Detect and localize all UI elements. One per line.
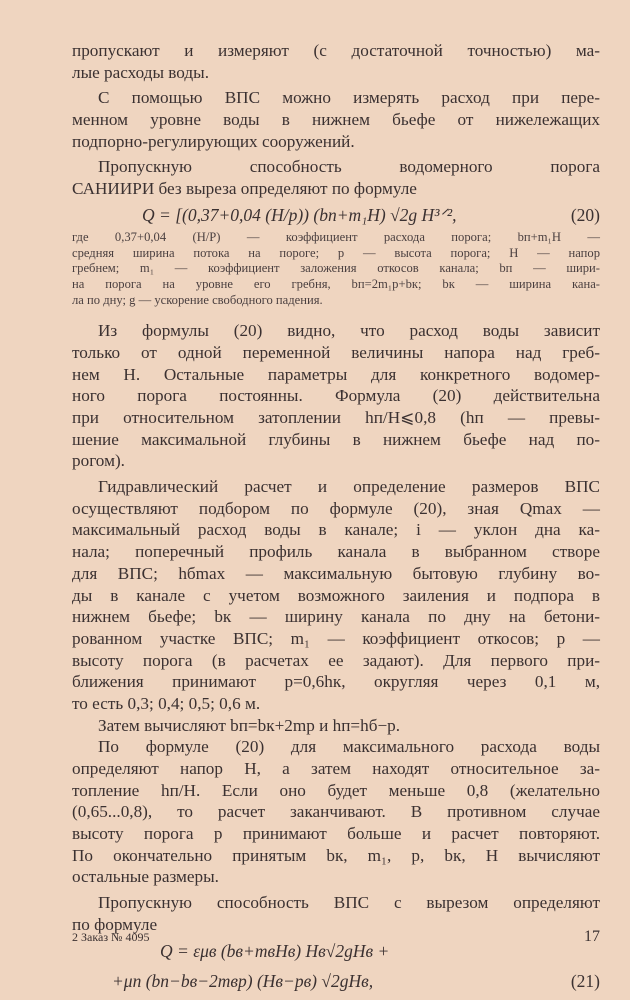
note-line: гребнем; m₁ — коэффициент заложения откосов канала; bп — шири- <box>72 261 600 276</box>
note-line: на порога на уровне его гребня, bп=2m₁p+bк; bк — ширина кана- <box>72 276 600 291</box>
text-line: определяют напор H, а затем находят относительное за- <box>72 759 600 778</box>
text-line: для ВПС; hбmax — максимальную бытовую глубину во- <box>72 563 600 583</box>
text-line: высоту порога p принимают больше и расчет повторяют. <box>72 824 600 844</box>
formula-20-number: (20) <box>570 204 600 225</box>
text-line: шение максимальной глубины в нижнем бьефе над по- <box>72 429 600 449</box>
text-line: нижнем бьефе; bк — ширину канала по дну на бетони- <box>72 607 600 627</box>
text-line: высоту порога (в расчетах ее задают). Для первого при- <box>72 650 600 670</box>
text-line: ды в канале с учетом возможного заиления и подпора в <box>72 585 600 605</box>
paragraph-7 <box>72 736 600 888</box>
formula-20 <box>72 200 600 230</box>
text-line: С помощью ВПС можно измерять расход при пере- <box>98 88 600 108</box>
paragraph-1 <box>72 40 600 83</box>
paragraph-5 <box>72 476 600 715</box>
page-body <box>72 40 600 996</box>
formula-note <box>72 230 600 308</box>
text-line: осуществляют подбором по формуле (20), зная Qmax — <box>72 498 600 518</box>
print-order-mark: 2 Заказ № 4095 <box>72 930 150 944</box>
text-line: Из формулы (20) видно, что расход воды зависит <box>98 321 600 341</box>
text-line: только от одной переменной величины напора над греб- <box>72 342 600 362</box>
text-line: максимальный расход воды в канале; i — уклон дна ка- <box>72 520 600 540</box>
text-line: По формуле (20) для максимального расхода воды <box>98 737 600 757</box>
page-number: 17 <box>584 928 600 945</box>
text-line: Затем вычисляют bп=bк+2mp и hп=hб−p. <box>98 715 401 735</box>
note-line: ла по дну; g — ускорение свободного падения. <box>72 292 323 307</box>
text-line: рогом). <box>72 451 125 471</box>
note-line: средняя ширина потока на пороге; p — высота порога; H — напор <box>72 245 600 260</box>
formula-20-text: Q = [(0,37+0,04 (H/p)) (bп+m₁H) √2g H³ᐟ², <box>142 204 457 225</box>
text-line: ного порога постоянны. Формула (20) действительна <box>72 386 600 406</box>
text-line: подпорно-регулирующих сооружений. <box>72 131 355 151</box>
formula-21-line-2 <box>72 966 600 996</box>
text-line: остальные размеры. <box>72 867 219 887</box>
text-line: при относительном затоплении hп/H⩽0,8 (hп — превы- <box>72 408 600 427</box>
page-footer <box>72 930 600 945</box>
paragraph-6 <box>72 715 600 737</box>
text-line: ближения принимают p=0,6hк, округляя через 0,1 м, <box>72 672 600 692</box>
text-line: САНИИРИ без выреза определяют по формуле <box>72 179 417 199</box>
text-line: то есть 0,3; 0,4; 0,5; 0,6 м. <box>72 693 261 713</box>
paragraph-8 <box>72 892 600 935</box>
text-line: (0,65...0,8), то расчет заканчивают. В противном случае <box>72 802 600 822</box>
formula-21-text-2: +μп (bп−bв−2mвp) (Hв−pв) √2gHв, <box>112 970 374 991</box>
text-line: пропускают и измеряют (с достаточной точностью) ма- <box>72 41 600 60</box>
paragraph-4 <box>72 320 600 472</box>
text-line: рованном участке ВПС; m₁ — коэффициент откосов; p — <box>72 628 600 648</box>
paragraph-2 <box>72 87 600 152</box>
text-line: Гидравлический расчет и определение размеров ВПС <box>98 477 600 497</box>
text-line: нем H. Остальные параметры для конкретного водомер- <box>72 364 600 384</box>
text-line: по формуле <box>72 914 158 934</box>
formula-21-text-1: Q = εμв (bв+mвHв) Hв√2gHв + <box>160 940 390 961</box>
text-line: Пропускную способность водомерного порога <box>98 157 600 177</box>
text-line: нала; поперечный профиль канала в выбранном створе <box>72 542 600 562</box>
paragraph-3 <box>72 156 600 199</box>
text-line: лые расходы воды. <box>72 62 209 82</box>
note-line: где 0,37+0,04 (H/P) — коэффициент расхода порога; bп+m₁H — <box>72 229 600 244</box>
text-line: По окончательно принятым bк, m₁, p, bк, H вычисляют <box>72 845 600 865</box>
text-line: менном уровне воды в нижнем бьефе от нижележащих <box>72 110 600 130</box>
text-line: Пропускную способность ВПС с вырезом определяют <box>98 893 600 913</box>
text-line: топление hп/H. Если оно будет меньше 0,8 (желательно <box>72 780 600 800</box>
formula-21-number: (21) <box>570 970 600 991</box>
